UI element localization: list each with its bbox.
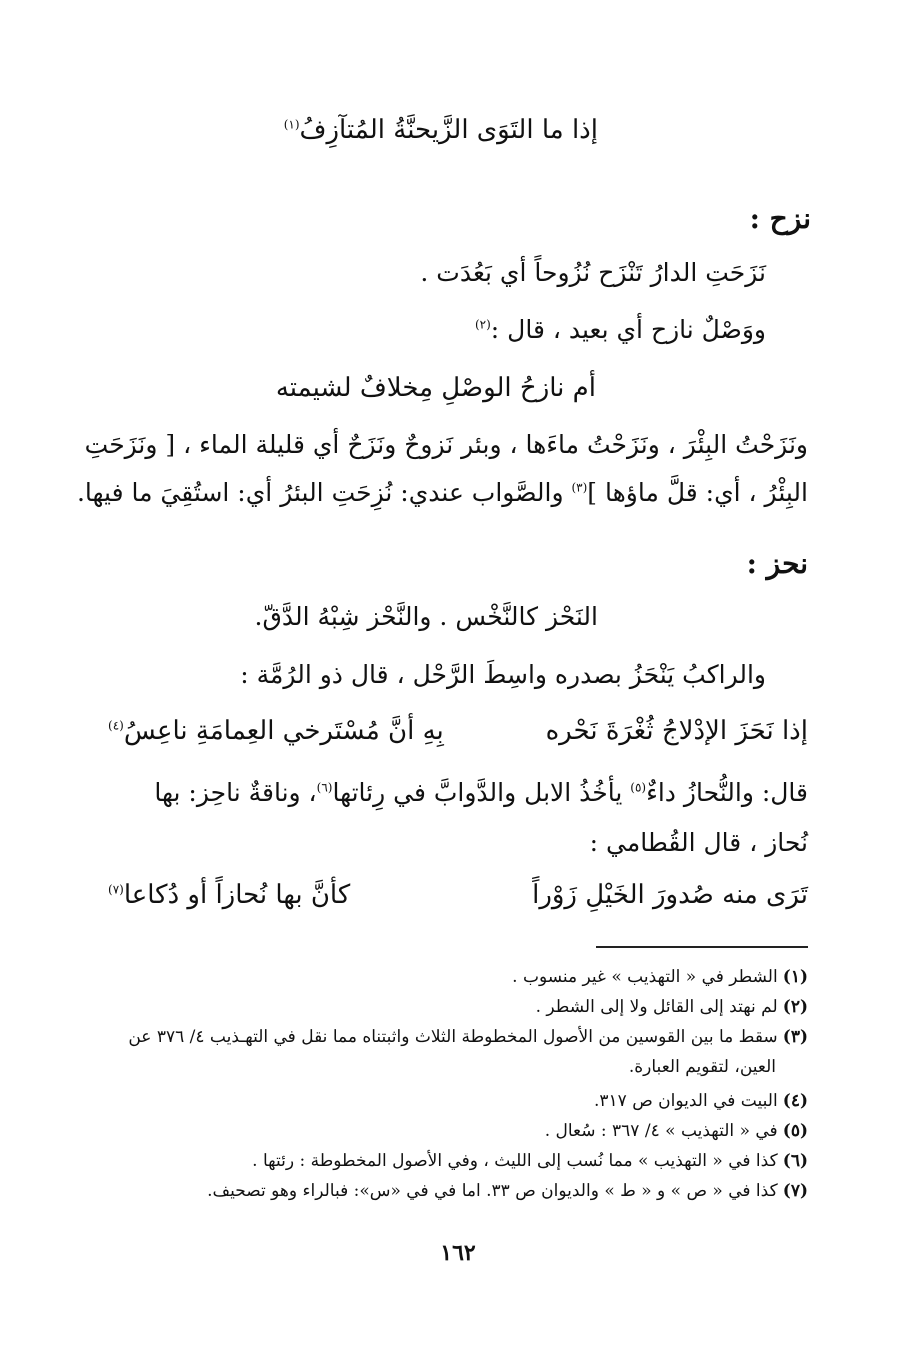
entry2-para-line1: قال: والنُّحازُ داءٌ$^{(٥)}$ يأخُذُ الابل والدَّوابَّ في رِئاتها$^{(٦)}$، وناقةٌ ناحِز: بها <box>154 778 808 807</box>
footnote-ref-4: (٤) <box>108 718 124 733</box>
footnote-2: (٢) لم نهتد إلى القائل ولا إلى الشطر . <box>535 997 808 1017</box>
entry2-verse2-left: كأنَّ بها نُحازاً أو دُكاعا$^{(٧)}$ <box>108 880 351 910</box>
entry2-line2: والراكبُ يَنْحَزُ بصدره واسِطَ الرَّحْل ، قال ذو الرُمَّة : <box>240 660 766 689</box>
entry1-para-line1: ونَزَحْتُ البِئْرَ ، ونَزَحْتُ ماءَها ، وبئر نَزوحٌ ونَزَحٌ أي قليلة الماء ، [ ونَزَحَتِ <box>84 430 808 459</box>
entry2-verse1-right: إذا نَحَزَ الإدْلاجُ ثُغْرَةَ نَحْره <box>545 716 808 746</box>
footnote-ref-7: (٧) <box>108 882 124 897</box>
footnote-3-cont: العين، لتقويم العبارة. <box>628 1057 776 1077</box>
footnote-7: (٧) كذا في « ص » و « ط » والديوان ص ٣٣. اما في في «س»: فبالراء وهو تصحيف. <box>207 1181 808 1201</box>
entry2-verse1-left: بِهِ أنَّ مُسْتَرخي العِمامَةِ ناعِسُ$^{(٤)}$ <box>108 716 444 746</box>
entry1-line1: نَزَحَتِ الدارُ تَنْزَح نُزُوحاً أي بَعُدَت . <box>420 258 766 287</box>
footnote-1: (١) الشطر في « التهذيب » غير منسوب . <box>512 967 808 987</box>
entry2-para-line2: نُحاز ، قال القُطامي : <box>589 828 808 857</box>
entry1-line2: ووَصْلٌ نازح أي بعيد ، قال :$^{(٢)}$ <box>474 315 766 344</box>
footnote-4: (٤) البيت في الديوان ص ٣١٧. <box>593 1091 808 1111</box>
footnote-6: (٦) كذا في « التهذيب » مما نُسب إلى الليث ، وفي الأصول المخطوطة : رئتها . <box>252 1151 808 1171</box>
entry2-line1: النَحْز كالنَّخْس . والنَّحْز شِبْهُ الدَّقّ. <box>254 602 598 631</box>
footnote-ref-6: (٦) <box>316 780 333 795</box>
footnote-ref-2: (٢) <box>474 317 491 332</box>
page-number: ١٦٢ <box>440 1240 476 1266</box>
entry2-verse2-right: تَرَى منه صُدورَ الخَيْلِ زَوْراً <box>532 880 808 910</box>
footnote-ref-5: (٥) <box>630 780 647 795</box>
footnote-separator <box>596 946 808 948</box>
footnote-5: (٥) في « التهذيب » ٤/ ٣٦٧ : سُعال . <box>544 1121 808 1141</box>
entry1-verse: أم نازحُ الوصْلِ مِخلافٌ لشيمته <box>275 373 596 403</box>
headword-nazah: نزح : <box>749 202 811 235</box>
verse-top-text: إذا ما التَوَى الزَّيحنَّةُ المُتآزِفُ <box>299 115 598 145</box>
entry1-para-line2: البِئْرُ ، أي: قلَّ ماؤها ]$^{(٣)}$ والصَّواب عندي: نُزِحَتِ البئرُ أي: استُقِيَ ما فيها. <box>76 478 808 507</box>
footnote-ref-1: (١) <box>283 117 300 132</box>
footnote-ref-3: (٣) <box>571 480 588 495</box>
footnote-3: (٣) سقط ما بين القوسين من الأصول المخطوطة الثلاث واثبتناه مما نقل في التهـذيب ٤/ ٣٧٦ عن <box>128 1027 808 1047</box>
headword-nahaz: نحز : <box>746 547 808 580</box>
verse-top <box>284 115 598 146</box>
